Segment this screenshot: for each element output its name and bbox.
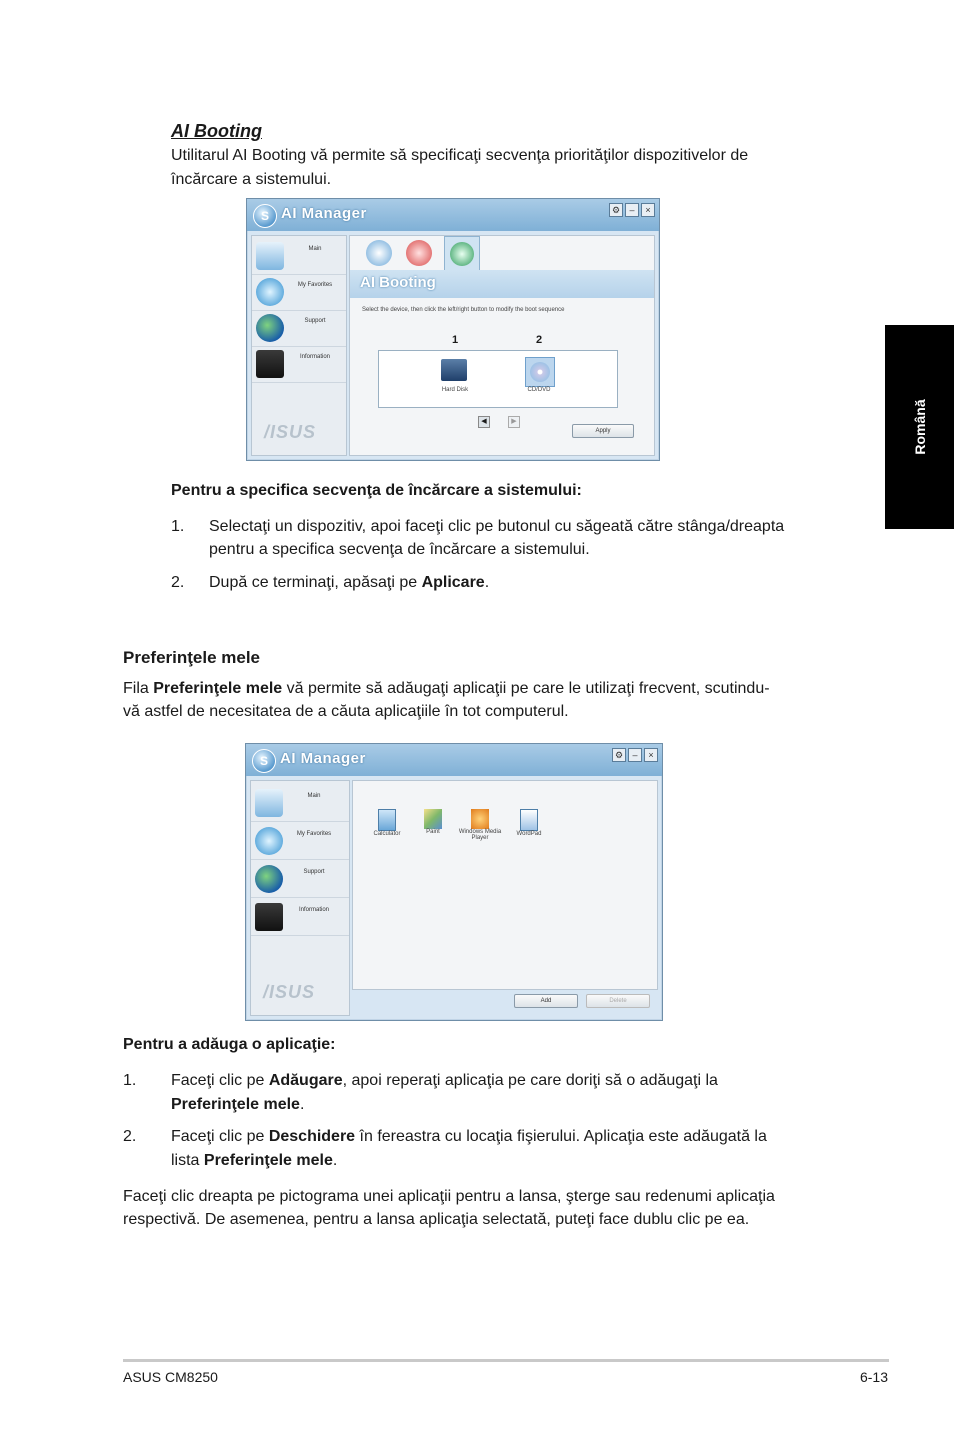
ai-booting-steps-heading: Pentru a specifica secvenţa de încărcare a sistemului: <box>171 482 582 499</box>
device-label: Hard Disk <box>441 387 469 393</box>
calculator-icon <box>378 809 396 831</box>
app-label: Windows Media Player <box>458 829 502 841</box>
disc-icon <box>530 362 550 382</box>
nav-item-main[interactable] <box>251 785 349 822</box>
tab-icon-1[interactable] <box>366 240 392 266</box>
wordpad-icon <box>520 809 538 831</box>
text-run-bold: Preferinţele mele <box>153 680 283 697</box>
instruction-text: Select the device, then click the left/right button to modify the boot sequence <box>362 307 565 313</box>
nav-item-my-favorites[interactable] <box>252 274 346 311</box>
delete-button[interactable]: Delete <box>586 994 650 1008</box>
nav-label: Support <box>304 318 326 324</box>
nav-item-my-favorites[interactable] <box>251 823 349 860</box>
nav-item-information[interactable] <box>251 899 349 936</box>
app-label: Calculator <box>373 831 401 837</box>
favorites-step2-line2 <box>171 1149 337 1172</box>
nav-item-support[interactable] <box>252 310 346 347</box>
hard-disk-icon[interactable] <box>441 359 467 381</box>
favorites-steps-heading: Pentru a adăuga o aplicaţie: <box>123 1036 336 1053</box>
favorites-panel <box>352 780 658 990</box>
nav-label: Main <box>308 246 322 252</box>
section-heading-ai-booting: AI Booting <box>171 121 262 141</box>
nav-label: Information <box>299 354 330 360</box>
text-run-bold: Aplicare <box>421 574 485 591</box>
main-window-icon <box>255 789 283 817</box>
text-run: Fila <box>123 680 154 697</box>
device-label: CD/DVD <box>527 387 551 393</box>
favorites-icon <box>256 278 284 306</box>
favorites-step1-line2 <box>171 1093 304 1116</box>
favorites-icon <box>255 827 283 855</box>
ai-manager-logo-icon: S <box>252 749 276 773</box>
text-run: Faceţi clic pe <box>171 1072 269 1089</box>
main-window-icon <box>256 242 284 270</box>
settings-icon[interactable]: ⚙ <box>609 203 623 217</box>
monitor-icon <box>255 903 283 931</box>
nav-label: My Favorites <box>296 831 332 837</box>
nav-label: Support <box>303 869 325 875</box>
footer-divider <box>123 1359 889 1362</box>
window-title: AI Manager <box>281 205 367 222</box>
paint-icon <box>424 809 442 829</box>
ai-booting-intro-line1: Utilitarul AI Booting vă permite să specificaţi secvenţa priorităţilor dispozitivelor de <box>171 147 749 164</box>
text-run: . <box>484 574 490 591</box>
minimize-icon[interactable]: – <box>625 203 639 217</box>
language-side-tab <box>885 325 954 529</box>
app-label: Paint <box>426 829 440 835</box>
tab-icon-2[interactable] <box>406 240 432 266</box>
slot-number-2: 2 <box>536 334 543 346</box>
nav-item-support[interactable] <box>251 861 349 898</box>
text-run: , apoi reperaţi aplicaţia pe care doriţi să o adăugaţi la <box>342 1072 718 1089</box>
window-titlebar <box>246 744 662 776</box>
favorites-intro-line2: vă astfel de necesitatea de a căuta aplicaţiile în tot computerul. <box>123 703 569 720</box>
ai-booting-panel <box>349 235 655 456</box>
panel-header <box>350 270 654 298</box>
app-item-wordpad[interactable] <box>509 809 549 837</box>
app-item-windows-media-player[interactable] <box>457 809 503 841</box>
text-run: lista <box>171 1152 204 1169</box>
text-run: . <box>299 1096 305 1113</box>
panel-title: AI Booting <box>360 274 436 291</box>
asus-logo: /ISUS <box>264 422 317 442</box>
apply-button[interactable]: Apply <box>572 424 634 438</box>
window-title: AI Manager <box>280 750 366 767</box>
text-run: vă permite să adăugaţi aplicaţii pe care le utilizaţi frecvent, scutindu- <box>282 680 770 697</box>
globe-icon <box>255 865 283 893</box>
media-player-icon <box>471 809 489 829</box>
app-item-paint[interactable] <box>413 809 453 835</box>
window-titlebar <box>247 199 659 231</box>
text-run: După ce terminaţi, apăsaţi pe <box>209 574 422 591</box>
tab-ai-booting[interactable] <box>444 236 480 271</box>
language-label: Română <box>911 399 928 455</box>
text-run: . <box>332 1152 338 1169</box>
ai-booting-step1-line2: pentru a specifica secvenţa de încărcare a sistemului. <box>209 541 590 558</box>
ai-booting-step1-line1: Selectaţi un dispozitiv, apoi faceţi clic pe butonul cu săgeată către stânga/dreapta <box>209 518 785 535</box>
ai-booting-intro-line2: încărcare a sistemului. <box>171 171 332 188</box>
nav-sidebar <box>250 780 350 1016</box>
text-run-bold: Deschidere <box>268 1128 356 1145</box>
favorites-screenshot <box>245 743 663 1021</box>
text-run: în fereastra cu locaţia fişierului. Aplicaţia este adăugată la <box>355 1128 767 1145</box>
favorites-outro-line2: respectivă. De asemenea, pentru a lansa aplicaţia selectată, puteţi face dublu clic pe ea. <box>123 1211 750 1228</box>
list-number: 2. <box>171 574 185 591</box>
nav-label: Main <box>307 793 321 799</box>
ai-manager-logo-icon: S <box>253 204 277 228</box>
app-item-calculator[interactable] <box>367 809 407 837</box>
cd-dvd-icon[interactable] <box>525 357 555 387</box>
add-button[interactable]: Add <box>514 994 578 1008</box>
favorites-outro-line1: Faceţi clic dreapta pe pictograma unei aplicaţii pentru a lansa, şterge sau redenumi aplicaţia <box>123 1188 775 1205</box>
section-heading-favorites: Preferinţele mele <box>123 648 261 667</box>
monitor-icon <box>256 350 284 378</box>
text-run: Faceţi clic pe <box>171 1128 269 1145</box>
asus-logo: /ISUS <box>263 982 316 1002</box>
minimize-icon[interactable]: – <box>628 748 642 762</box>
close-icon[interactable]: × <box>644 748 658 762</box>
list-number: 1. <box>123 1072 137 1089</box>
ai-booting-screenshot <box>246 198 660 461</box>
text-run-bold: Adăugare <box>268 1072 343 1089</box>
favorites-step2-line1 <box>171 1125 767 1148</box>
nav-label: My Favorites <box>297 282 333 288</box>
text-run-bold: Preferinţele mele <box>171 1096 300 1113</box>
left-arrow-button[interactable]: ◀ <box>478 416 490 428</box>
nav-item-information[interactable] <box>252 346 346 383</box>
nav-sidebar <box>251 235 347 456</box>
app-label: WordPad <box>516 831 542 837</box>
footer-product-name: ASUS CM8250 <box>123 1369 218 1385</box>
nav-label: Information <box>298 907 329 913</box>
favorites-step1-line1 <box>171 1069 718 1092</box>
settings-icon[interactable]: ⚙ <box>612 748 626 762</box>
nav-item-main[interactable] <box>252 238 346 275</box>
list-number: 2. <box>123 1128 137 1145</box>
favorites-intro-line1 <box>123 677 770 700</box>
boot-icon <box>450 242 474 266</box>
text-run-bold: Preferinţele mele <box>203 1152 333 1169</box>
ai-booting-step2 <box>209 571 489 594</box>
list-number: 1. <box>171 518 185 535</box>
footer-page-number: 6-13 <box>859 1369 888 1385</box>
right-arrow-button[interactable]: ▶ <box>508 416 520 428</box>
boot-sequence-box <box>378 350 618 408</box>
globe-icon <box>256 314 284 342</box>
slot-number-1: 1 <box>452 334 459 346</box>
close-icon[interactable]: × <box>641 203 655 217</box>
